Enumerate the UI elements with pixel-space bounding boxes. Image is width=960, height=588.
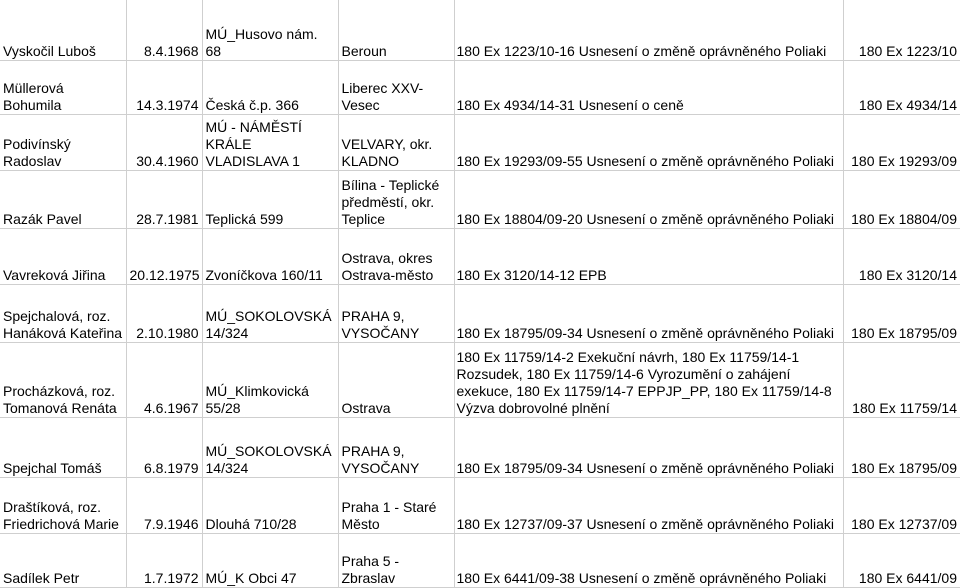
case-number-cell: 180 Ex 1223/10 (843, 0, 960, 60)
name-cell: Spejchalová, roz. Hanáková Kateřina (0, 284, 126, 342)
description-cell: 180 Ex 12737/09-37 Usnesení o změně oprávněného Poliaki (454, 477, 843, 533)
name-cell: Spejchal Tomáš (0, 417, 126, 477)
description-cell: 180 Ex 19293/09-55 Usnesení o změně oprávněného Poliaki (454, 114, 843, 170)
description-cell: 180 Ex 18795/09-34 Usnesení o změně oprávněného Poliaki (454, 284, 843, 342)
address-cell: MÚ_Klimkovická 55/28 (202, 342, 338, 417)
case-number-cell: 180 Ex 3120/14 (843, 228, 960, 284)
case-number-cell: 180 Ex 11759/14 (843, 342, 960, 417)
table-row (0, 417, 960, 477)
case-number-cell: 180 Ex 12737/09 (843, 477, 960, 533)
name-cell: Vavreková Jiřina (0, 228, 126, 284)
name-cell: Müllerová Bohumila (0, 60, 126, 114)
case-number-cell: 180 Ex 18795/09 (843, 284, 960, 342)
court-cell: Beroun (338, 0, 454, 60)
case-number-cell: 180 Ex 18795/09 (843, 417, 960, 477)
address-cell: MÚ_K Obci 47 (202, 533, 338, 587)
case-number-cell: 180 Ex 19293/09 (843, 114, 960, 170)
table-row (0, 60, 960, 114)
table-row (0, 114, 960, 170)
name-cell: Podivínský Radoslav (0, 114, 126, 170)
case-number-cell: 180 Ex 6441/09 (843, 533, 960, 587)
table-row (0, 477, 960, 533)
court-cell: Praha 5 - Zbraslav (338, 533, 454, 587)
date-cell: 8.4.1968 (126, 0, 202, 60)
address-cell: Teplická 599 (202, 170, 338, 228)
table-row (0, 342, 960, 417)
description-cell: 180 Ex 1223/10-16 Usnesení o změně oprávněného Poliaki (454, 0, 843, 60)
name-cell: Razák Pavel (0, 170, 126, 228)
name-cell: Procházková, roz. Tomanová Renáta (0, 342, 126, 417)
description-cell: 180 Ex 4934/14-31 Usnesení o ceně (454, 60, 843, 114)
address-cell: Zvoníčkova 160/11 (202, 228, 338, 284)
table-row (0, 533, 960, 587)
date-cell: 14.3.1974 (126, 60, 202, 114)
date-cell: 1.7.1972 (126, 533, 202, 587)
court-cell: VELVARY, okr. KLADNO (338, 114, 454, 170)
court-cell: Ostrava, okres Ostrava-město (338, 228, 454, 284)
name-cell: Sadílek Petr (0, 533, 126, 587)
name-cell: Draštíková, roz. Friedrichová Marie (0, 477, 126, 533)
name-cell: Vyskočil Luboš (0, 0, 126, 60)
date-cell: 7.9.1946 (126, 477, 202, 533)
table-row (0, 170, 960, 228)
case-number-cell: 180 Ex 4934/14 (843, 60, 960, 114)
date-cell: 2.10.1980 (126, 284, 202, 342)
address-cell: MÚ - NÁMĚSTÍ KRÁLE VLADISLAVA 1 (202, 114, 338, 170)
date-cell: 30.4.1960 (126, 114, 202, 170)
court-cell: Ostrava (338, 342, 454, 417)
date-cell: 6.8.1979 (126, 417, 202, 477)
date-cell: 20.12.1975 (126, 228, 202, 284)
description-cell: 180 Ex 11759/14-2 Exekuční návrh, 180 Ex 11759/14-1 Rozsudek, 180 Ex 11759/14-6 Vyrozumění o zahájení exekuce, 180 Ex 11759/14-7 EPPJP_PP, 180 Ex 11759/14-8 Výzva dobrovolné plnění (454, 342, 843, 417)
description-cell: 180 Ex 18804/09-20 Usnesení o změně oprávněného Poliaki (454, 170, 843, 228)
address-cell: Česká č.p. 366 (202, 60, 338, 114)
description-cell: 180 Ex 18795/09-34 Usnesení o změně oprávněného Poliaki (454, 417, 843, 477)
case-number-cell: 180 Ex 18804/09 (843, 170, 960, 228)
date-cell: 4.6.1967 (126, 342, 202, 417)
table-row (0, 284, 960, 342)
court-cell: Liberec XXV-Vesec (338, 60, 454, 114)
court-cell: PRAHA 9, VYSOČANY (338, 417, 454, 477)
table-row (0, 228, 960, 284)
court-cell: PRAHA 9, VYSOČANY (338, 284, 454, 342)
address-cell: MÚ_SOKOLOVSKÁ 14/324 (202, 284, 338, 342)
court-cell: Praha 1 - Staré Město (338, 477, 454, 533)
address-cell: MÚ_Husovo nám. 68 (202, 0, 338, 60)
address-cell: MÚ_SOKOLOVSKÁ 14/324 (202, 417, 338, 477)
address-cell: Dlouhá 710/28 (202, 477, 338, 533)
description-cell: 180 Ex 6441/09-38 Usnesení o změně oprávněného Poliaki (454, 533, 843, 587)
date-cell: 28.7.1981 (126, 170, 202, 228)
table-row (0, 0, 960, 60)
court-cell: Bílina - Teplické předměstí, okr. Teplice (338, 170, 454, 228)
description-cell: 180 Ex 3120/14-12 EPB (454, 228, 843, 284)
